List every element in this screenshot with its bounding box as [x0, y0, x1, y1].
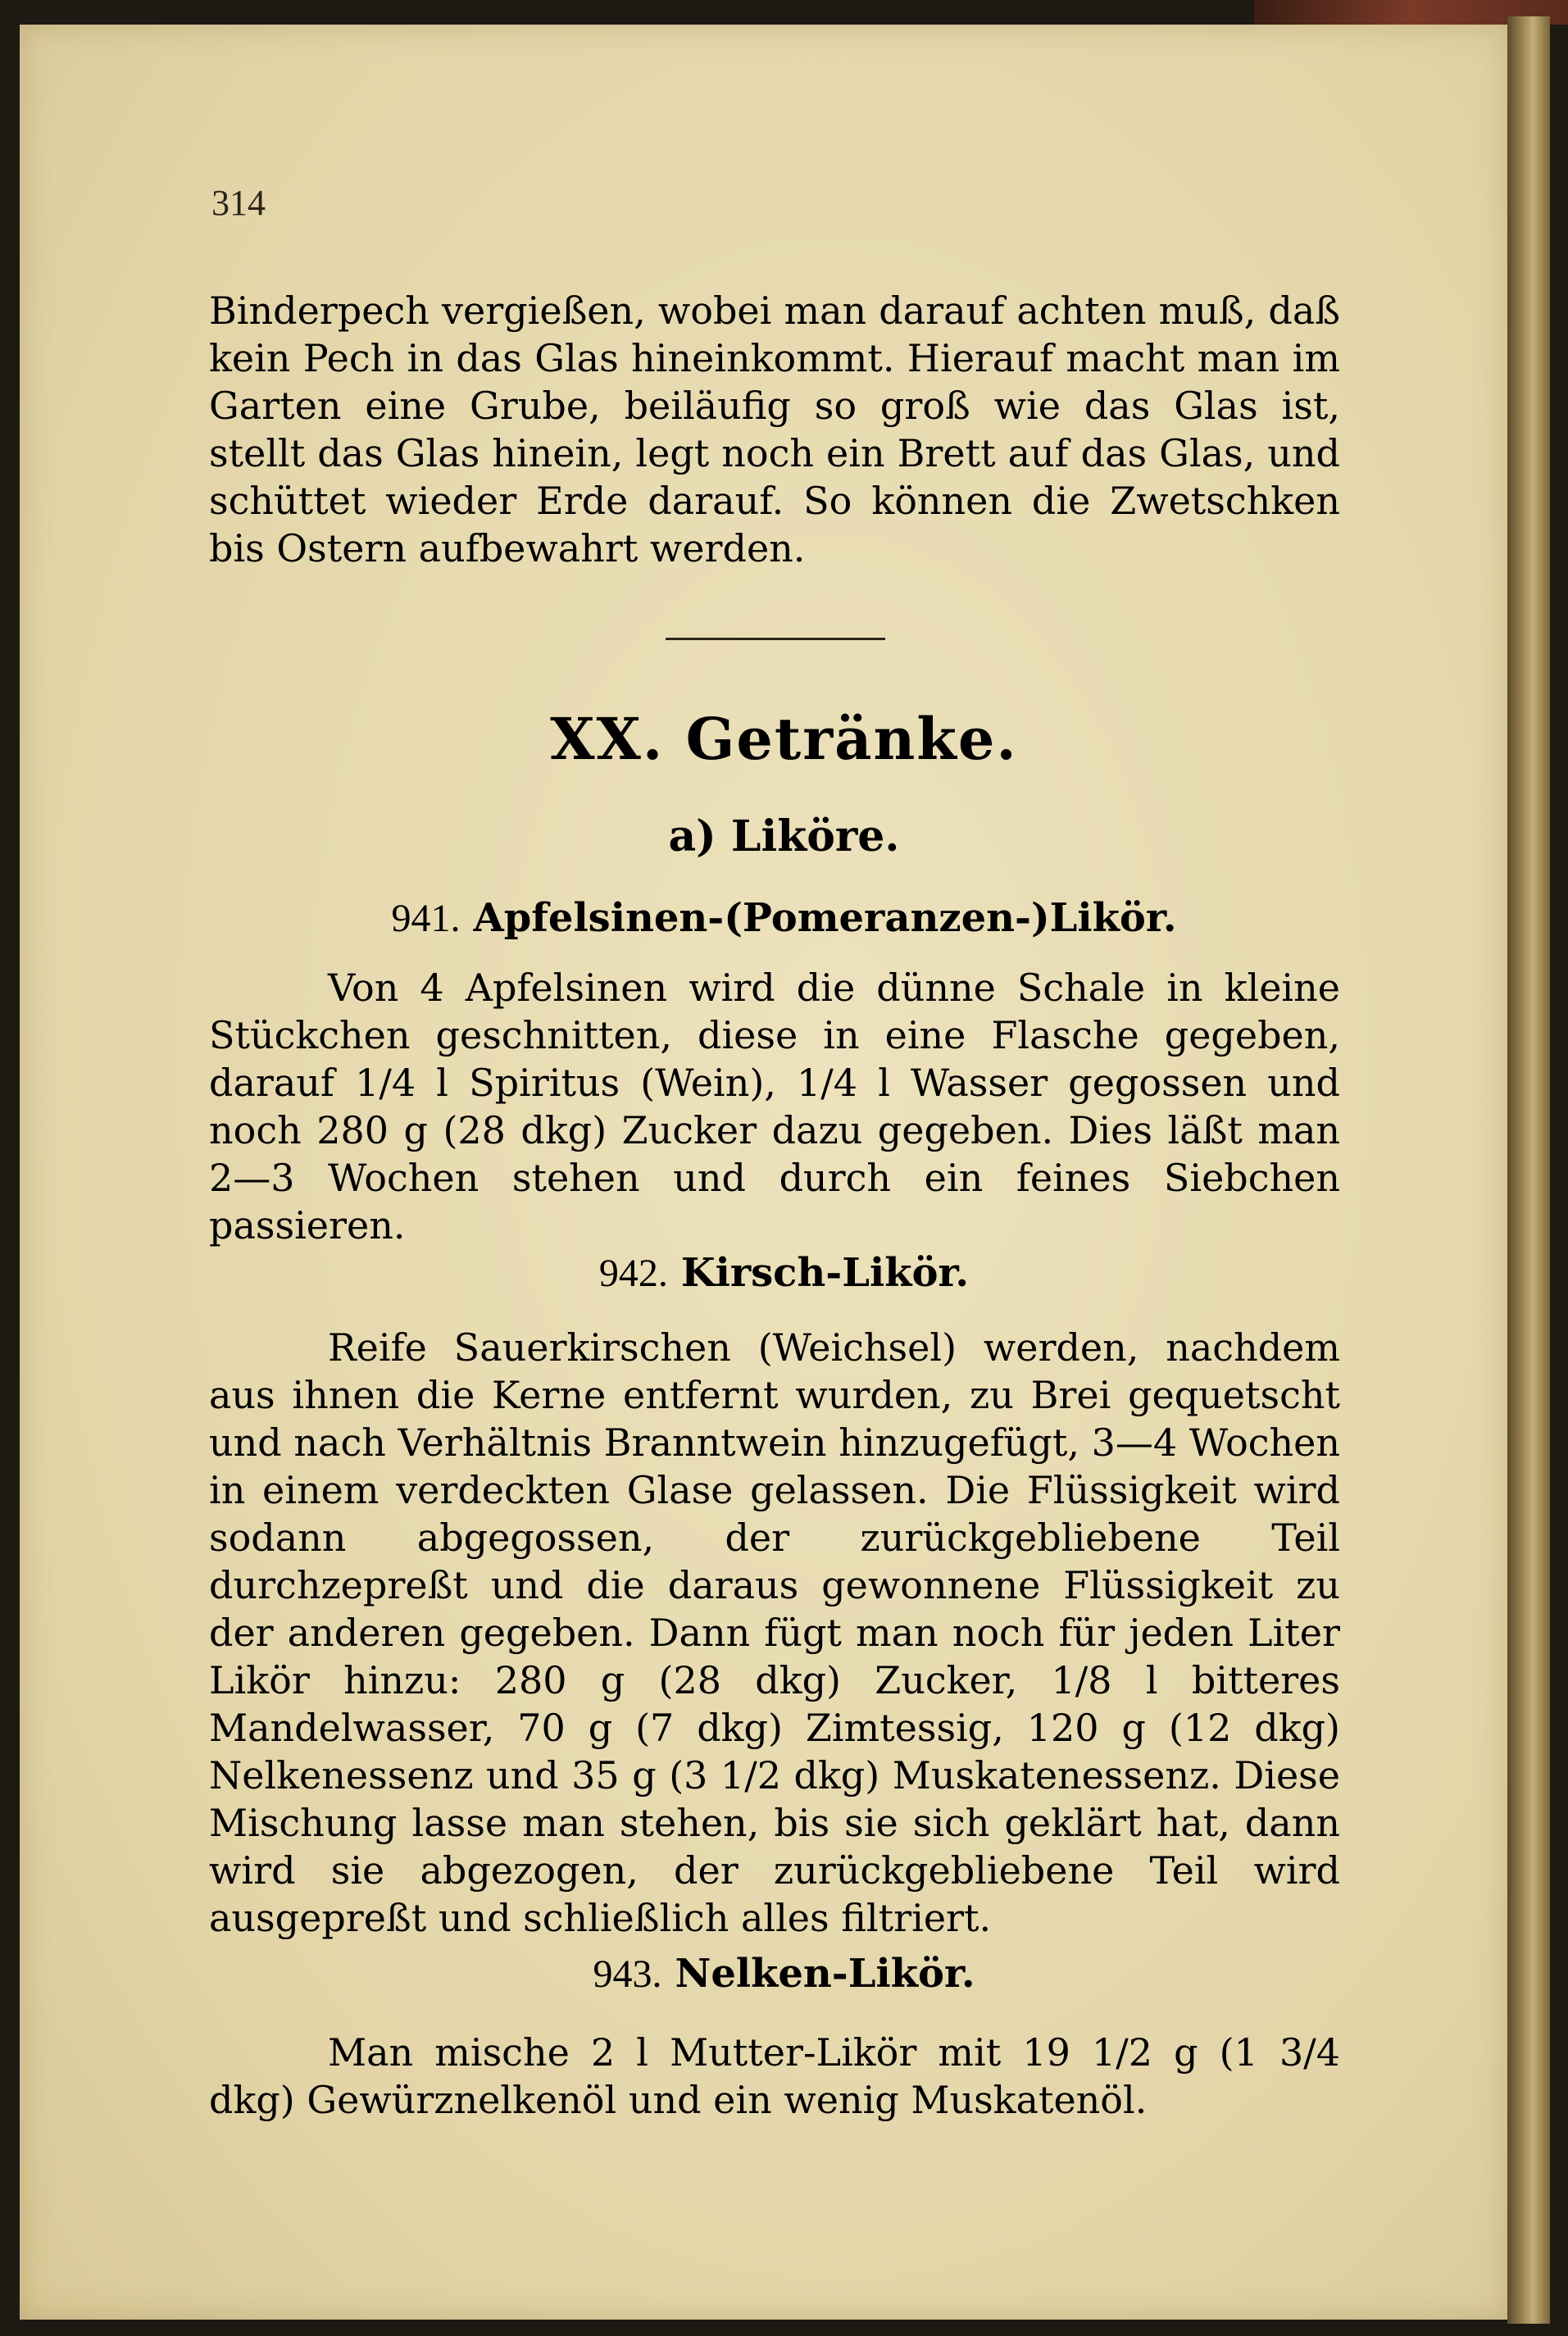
recipe-title-941: [0, 895, 1568, 941]
sub-heading: a) Liköre.: [668, 811, 900, 861]
recipe-name: Nelken-Likör.: [675, 1951, 975, 1997]
recipe-number: 943.: [593, 1952, 662, 1996]
recipe-name: Apfelsinen-(Pomeranzen-)Likör.: [473, 895, 1177, 941]
recipe-number: 942.: [598, 1252, 668, 1295]
continuation-paragraph: Binderpech vergießen, wobei man darauf achten muß, daß kein Pech in das Glas hineinkommt. Hierauf macht man im Garten eine Grube, beiläufig so groß wie das Glas ist, stellt das Glas hinein, legt noch ein Brett auf das Glas, und schüttet wieder Erde darauf. So können die Zwetschken bis Ostern aufbewahrt werden.: [209, 289, 1340, 570]
recipe-text-943: Man mische 2 l Mutter-Likör mit 19 1/2 g (1 3/4 dkg) Gewürznelkenöl und ein wenig Muskatenöl.: [209, 2030, 1340, 2122]
recipe-title-942: [0, 1250, 1568, 1296]
page-number: 314: [211, 183, 266, 223]
recipe-name: Kirsch-Likör.: [680, 1250, 970, 1296]
recipe-number: 941.: [391, 897, 461, 940]
section-divider: [666, 638, 885, 640]
recipe-title-943: [0, 1951, 1568, 1997]
recipe-text-941: Von 4 Apfelsinen wird die dünne Schale in kleine Stückchen geschnitten, diese in eine Flasche gegeben, darauf 1/4 l Spiritus (Wein), 1/4 l Wasser gegossen und noch 280 g (28 dkg) Zucker dazu gegeben. Dies läßt man 2—3 Wochen stehen und durch ein feines Siebchen passieren.: [209, 966, 1340, 1248]
section-heading: XX. Getränke.: [550, 705, 1018, 773]
recipe-text-942: Reife Sauerkirschen (Weichsel) werden, nachdem aus ihnen die Kerne entfernt wurden, zu Brei gequetscht und nach Verhältnis Branntwein hinzugefügt, 3—4 Wochen in einem verdeckten Glase gelassen. Die Flüssigkeit wird sodann abgegossen, der zurückgebliebene Teil durchzepreßt und die daraus gewonnene Flüssigkeit zu der anderen gegeben. Dann fügt man noch für jeden Liter Likör hinzu: 280 g (28 dkg) Zucker, 1/8 l bitteres Mandelwasser, 70 g (7 dkg) Zimtessig, 120 g (12 dkg) Nelkenessenz und 35 g (3 1/2 dkg) Muskatenessenz. Diese Mischung lasse man stehen, bis sie sich geklärt hat, dann wird sie abgezogen, der zurückgebliebene Teil wird ausgepreßt und schließlich alles filtriert.: [209, 1325, 1340, 1940]
